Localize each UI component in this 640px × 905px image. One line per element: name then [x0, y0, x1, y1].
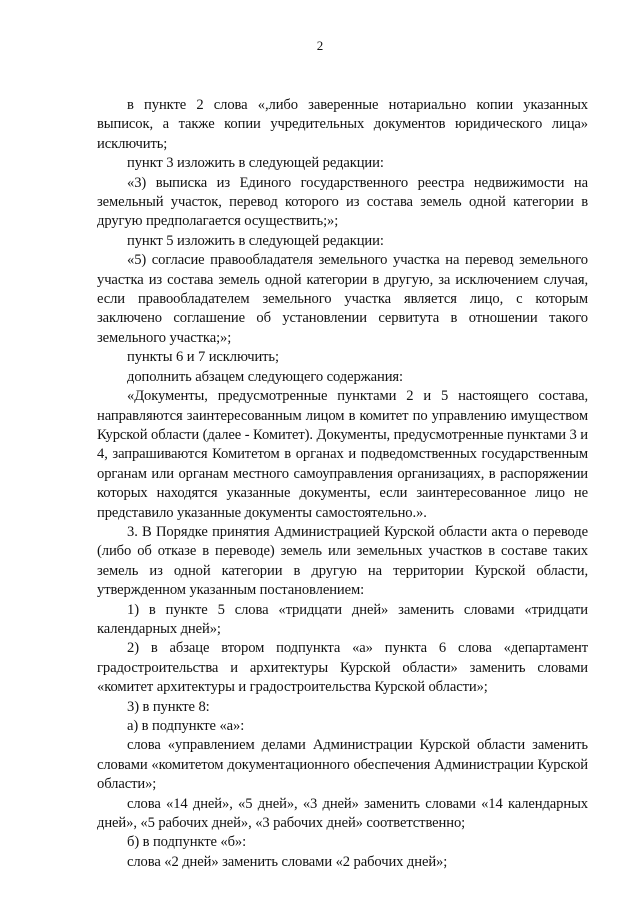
paragraph-subpoint-b-text: слова «2 дней» заменить словами «2 рабочих дней»;	[127, 853, 448, 870]
document-body	[97, 96, 588, 872]
paragraph-add-clause-intro: дополнить абзацем следующего содержания:	[127, 368, 403, 385]
paragraph-add-clause-text: «Документы, предусмотренные пунктами 2 и 5 настоящего состава, направляются заинтересованным лицом в комитет по управлению имуществом Курской области (далее - Комитет). Документы, предусмотренные пунктами 3 и 4, запрашиваются Комитетом в органах и подведомственных государственным органам или органам местного самоуправления организациях, в распоряжении которых находятся указанные документы, если заинтересованное лицо не представило указанные документы самостоятельно.».	[97, 388, 588, 521]
paragraph-subpoint-a-text-2: слова «14 дней», «5 дней», «3 дней» заменить словами «14 календарных дней», «5 рабочих дней», «3 рабочих дней» соответственно;	[97, 795, 588, 832]
paragraph-item-2-amendment: в пункте 2 слова «,либо заверенные нотариально копии указанных выписок, а также копии учредительных документов юридического лица» исключить;	[97, 97, 588, 152]
page-number: 2	[316, 38, 324, 53]
paragraph-item-5-intro: пункт 5 изложить в следующей редакции:	[127, 232, 384, 249]
paragraph-subitem-3: 3) в пункте 8:	[127, 698, 210, 715]
paragraph-section-3-intro: 3. В Порядке принятия Администрацией Курской области акта о переводе (либо об отказе в переводе) земель или земельных участков в составе таких земель из одной категории в другую на территории Курской области, утвержденном указанным постановлением:	[97, 523, 588, 599]
paragraph-item-3-intro: пункт 3 изложить в следующей редакции:	[127, 155, 384, 172]
paragraph-subitem-2: 2) в абзаце втором подпункта «а» пункта 6 слова «департамент градостроительства и архитектуры Курской области» заменить словами «комитет архитектуры и градостроительства Курской области»;	[97, 640, 588, 696]
paragraph-subpoint-a: а) в подпункте «а»:	[127, 718, 245, 734]
paragraph-subpoint-a-text-1: слова «управлением делами Администрации Курской области заменить словами «комитетом документационного обеспечения Администрации Курской области»;	[97, 737, 588, 793]
paragraph-item-3-text: «3) выписка из Единого государственного реестра недвижимости на земельный участок, перевод которого из состава земель одной категории в другую предполагается осуществить;»;	[97, 174, 588, 230]
paragraph-subpoint-b: б) в подпункте «б»:	[127, 834, 247, 851]
paragraph-item-5-text: «5) согласие правообладателя земельного участка на перевод земельного участка из состава земель одной категории в другую, за исключением случая, если правообладателем земельного участка является лицо, с которым заключено соглашение об установлении сервитута в отношении такого земельного участка;»;	[97, 252, 588, 346]
paragraph-items-6-7-delete: пункты 6 и 7 исключить;	[127, 349, 279, 366]
paragraph-subitem-1: 1) в пункте 5 слова «тридцати дней» заменить словами «тридцати календарных дней»;	[97, 601, 588, 637]
